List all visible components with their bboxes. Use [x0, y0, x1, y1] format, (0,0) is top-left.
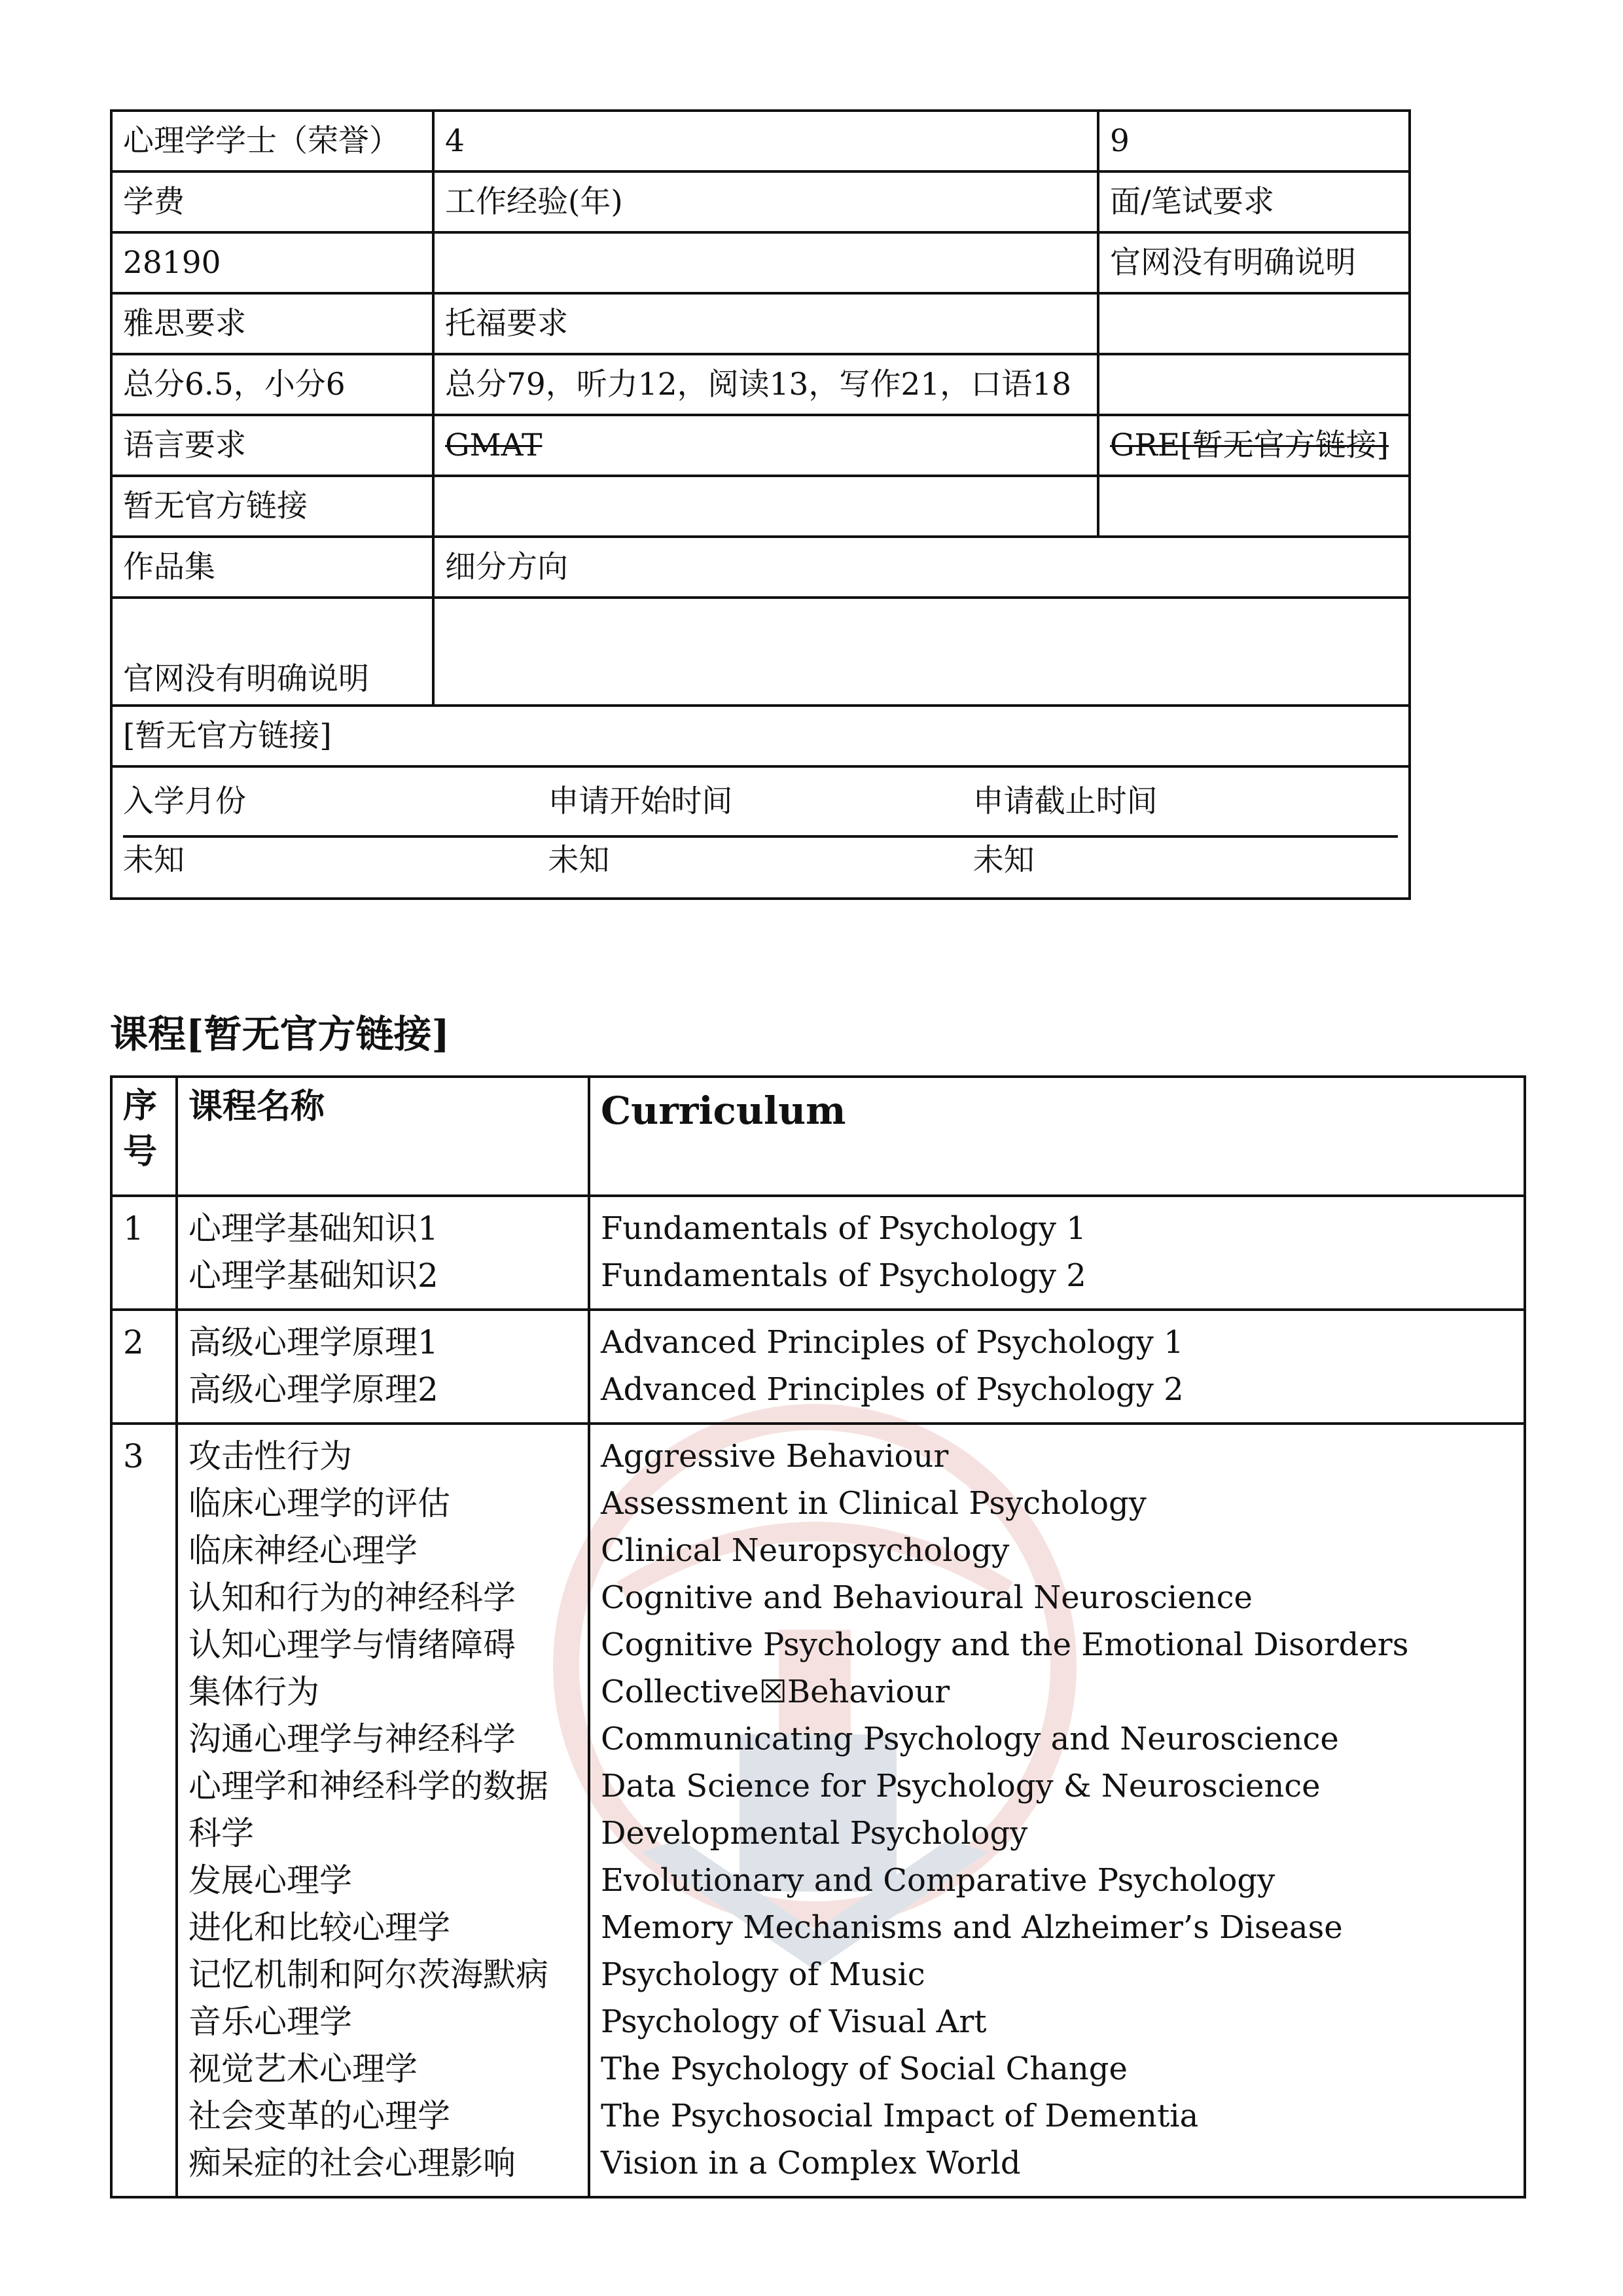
app-start-label: 申请开始时间 [548, 783, 733, 819]
program-info-table [110, 109, 1411, 900]
course-name-en: Collective☒Behaviour [601, 1674, 950, 1710]
empty-cell [1098, 476, 1410, 537]
course-name-cn: 沟通心理学与神经科学 [188, 1720, 516, 1758]
course-name-en: Assessment in Clinical Psychology [601, 1485, 1147, 1522]
course-name-en: Advanced Principles of Psychology 1 [601, 1324, 1184, 1361]
curriculum-header: Curriculum [589, 1077, 1525, 1196]
course-name-cn: 音乐心理学 [188, 2003, 352, 2041]
ielts-value: 总分6.5，小分6 [111, 354, 433, 415]
course-name-en: The Psychosocial Impact of Dementia [601, 2098, 1199, 2134]
course-name-en: Advanced Principles of Psychology 2 [601, 1371, 1184, 1408]
course-names-en [589, 1196, 1525, 1310]
course-name-cn: 心理学基础知识2 [188, 1257, 438, 1295]
course-names-en [589, 1424, 1525, 2197]
course-name-cn: 记忆机制和阿尔茨海默病 [188, 1956, 548, 1994]
course-name-en: Fundamentals of Psychology 1 [601, 1210, 1086, 1247]
course-name-cn: 痴呆症的社会心理影响 [188, 2144, 516, 2182]
intake-row [111, 766, 1410, 899]
toefl-value: 总分79，听力12，阅读13，写作21，口语18 [433, 354, 1098, 415]
course-name-en: Fundamentals of Psychology 2 [601, 1257, 1086, 1294]
language-value: 暂无官方链接 [111, 476, 433, 537]
course-name-cn: 科学 [188, 1814, 254, 1852]
course-name-en: Developmental Psychology [601, 1815, 1028, 1852]
course-names-cn [177, 1310, 589, 1424]
course-group-index: 3 [111, 1424, 177, 2197]
requirements-value-row [111, 232, 1410, 293]
intake-cell [111, 766, 1410, 899]
course-name-cn: 心理学和神经科学的数据 [188, 1767, 548, 1805]
course-name-cn: 视觉艺术心理学 [188, 2050, 418, 2088]
course-name-cn: 发展心理学 [188, 1861, 352, 1899]
empty-cell [433, 476, 1098, 537]
course-name-cn: 认知和行为的神经科学 [188, 1579, 516, 1617]
program-name: 心理学学士（荣誉） [111, 111, 433, 171]
tuition-label: 学费 [111, 171, 433, 232]
course-name-cn: 高级心理学原理1 [188, 1323, 438, 1361]
intake-month-value: 未知 [123, 842, 185, 878]
link-note: [暂无官方链接] [111, 706, 1410, 766]
app-start-value: 未知 [548, 842, 610, 878]
course-name-cn: 临床神经心理学 [188, 1532, 418, 1570]
course-name-en: Aggressive Behaviour [601, 1438, 949, 1475]
portfolio-value-row [111, 598, 1410, 706]
course-name-en: The Psychology of Social Change [601, 2051, 1128, 2087]
empty-cell [1098, 293, 1410, 354]
course-table-header [111, 1077, 1525, 1196]
language-row [111, 415, 1410, 476]
language-label: 语言要求 [111, 415, 433, 476]
intake-month-label: 入学月份 [123, 783, 246, 819]
requirements-header-row [111, 171, 1410, 232]
course-name-en: Data Science for Psychology & Neuroscience [601, 1768, 1321, 1804]
section-heading: 课程[暂无官方链接] [110, 1012, 450, 1056]
test-header-row [111, 293, 1410, 354]
course-name-cn: 攻击性行为 [188, 1437, 352, 1475]
tuition-value: 28190 [111, 232, 433, 293]
course-name-header: 课程名称 [177, 1077, 589, 1196]
course-name-cn: 集体行为 [188, 1673, 319, 1711]
test-value-row [111, 354, 1410, 415]
link-note-row [111, 706, 1410, 766]
course-name-en: Clinical Neuropsychology [601, 1532, 1010, 1569]
course-name-cn: 临床心理学的评估 [188, 1484, 450, 1522]
index-header: 序号 [111, 1077, 177, 1196]
course-names-cn [177, 1424, 589, 2197]
course-names-en [589, 1310, 1525, 1424]
program-col3: 9 [1098, 111, 1410, 171]
course-name-en: Cognitive and Behavioural Neuroscience [601, 1579, 1253, 1616]
course-name-en: Psychology of Visual Art [601, 2003, 987, 2040]
portfolio-label: 作品集 [111, 537, 433, 598]
intake-header [123, 782, 1398, 821]
portfolio-header-row [111, 537, 1410, 598]
course-name-en: Cognitive Psychology and the Emotional Disorders [601, 1626, 1409, 1663]
course-name-cn: 心理学基础知识1 [188, 1210, 438, 1247]
course-name-en: Memory Mechanisms and Alzheimer’s Disease [601, 1909, 1343, 1946]
program-col2: 4 [433, 111, 1098, 171]
app-deadline-value: 未知 [972, 842, 1035, 878]
intake-divider [123, 835, 1398, 838]
course-name-cn: 高级心理学原理2 [188, 1371, 438, 1408]
course-group-row [111, 1310, 1525, 1424]
portfolio-value: 官网没有明确说明 [111, 598, 433, 706]
course-group-index: 1 [111, 1196, 177, 1310]
app-deadline-label: 申请截止时间 [972, 783, 1158, 819]
empty-cell [1098, 354, 1410, 415]
course-group-row [111, 1196, 1525, 1310]
program-row [111, 111, 1410, 171]
course-name-en: Evolutionary and Comparative Psychology [601, 1862, 1275, 1899]
course-name-en: Communicating Psychology and Neuroscience [601, 1721, 1339, 1757]
gre-label: GRE[暂无官方链接] [1098, 415, 1410, 476]
specialization-label: 细分方向 [433, 537, 1410, 598]
work-experience-label: 工作经验(年) [433, 171, 1098, 232]
gmat-label: GMAT [433, 415, 1098, 476]
interview-value: 官网没有明确说明 [1098, 232, 1410, 293]
course-name-cn: 进化和比较心理学 [188, 1909, 450, 1946]
course-name-cn: 认知心理学与情绪障碍 [188, 1626, 516, 1664]
work-experience-value [433, 232, 1098, 293]
interview-label: 面/笔试要求 [1098, 171, 1410, 232]
toefl-label: 托福要求 [433, 293, 1098, 354]
course-group-row [111, 1424, 1525, 2197]
course-name-en: Psychology of Music [601, 1956, 925, 1993]
course-name-cn: 社会变革的心理学 [188, 2097, 450, 2135]
course-table-body [111, 1196, 1525, 2197]
course-names-cn [177, 1196, 589, 1310]
language-value-row [111, 476, 1410, 537]
specialization-value [433, 598, 1410, 706]
course-table [110, 1075, 1526, 2198]
ielts-label: 雅思要求 [111, 293, 433, 354]
course-name-en: Vision in a Complex World [601, 2145, 1021, 2181]
course-group-index: 2 [111, 1310, 177, 1424]
intake-values [123, 841, 1398, 880]
